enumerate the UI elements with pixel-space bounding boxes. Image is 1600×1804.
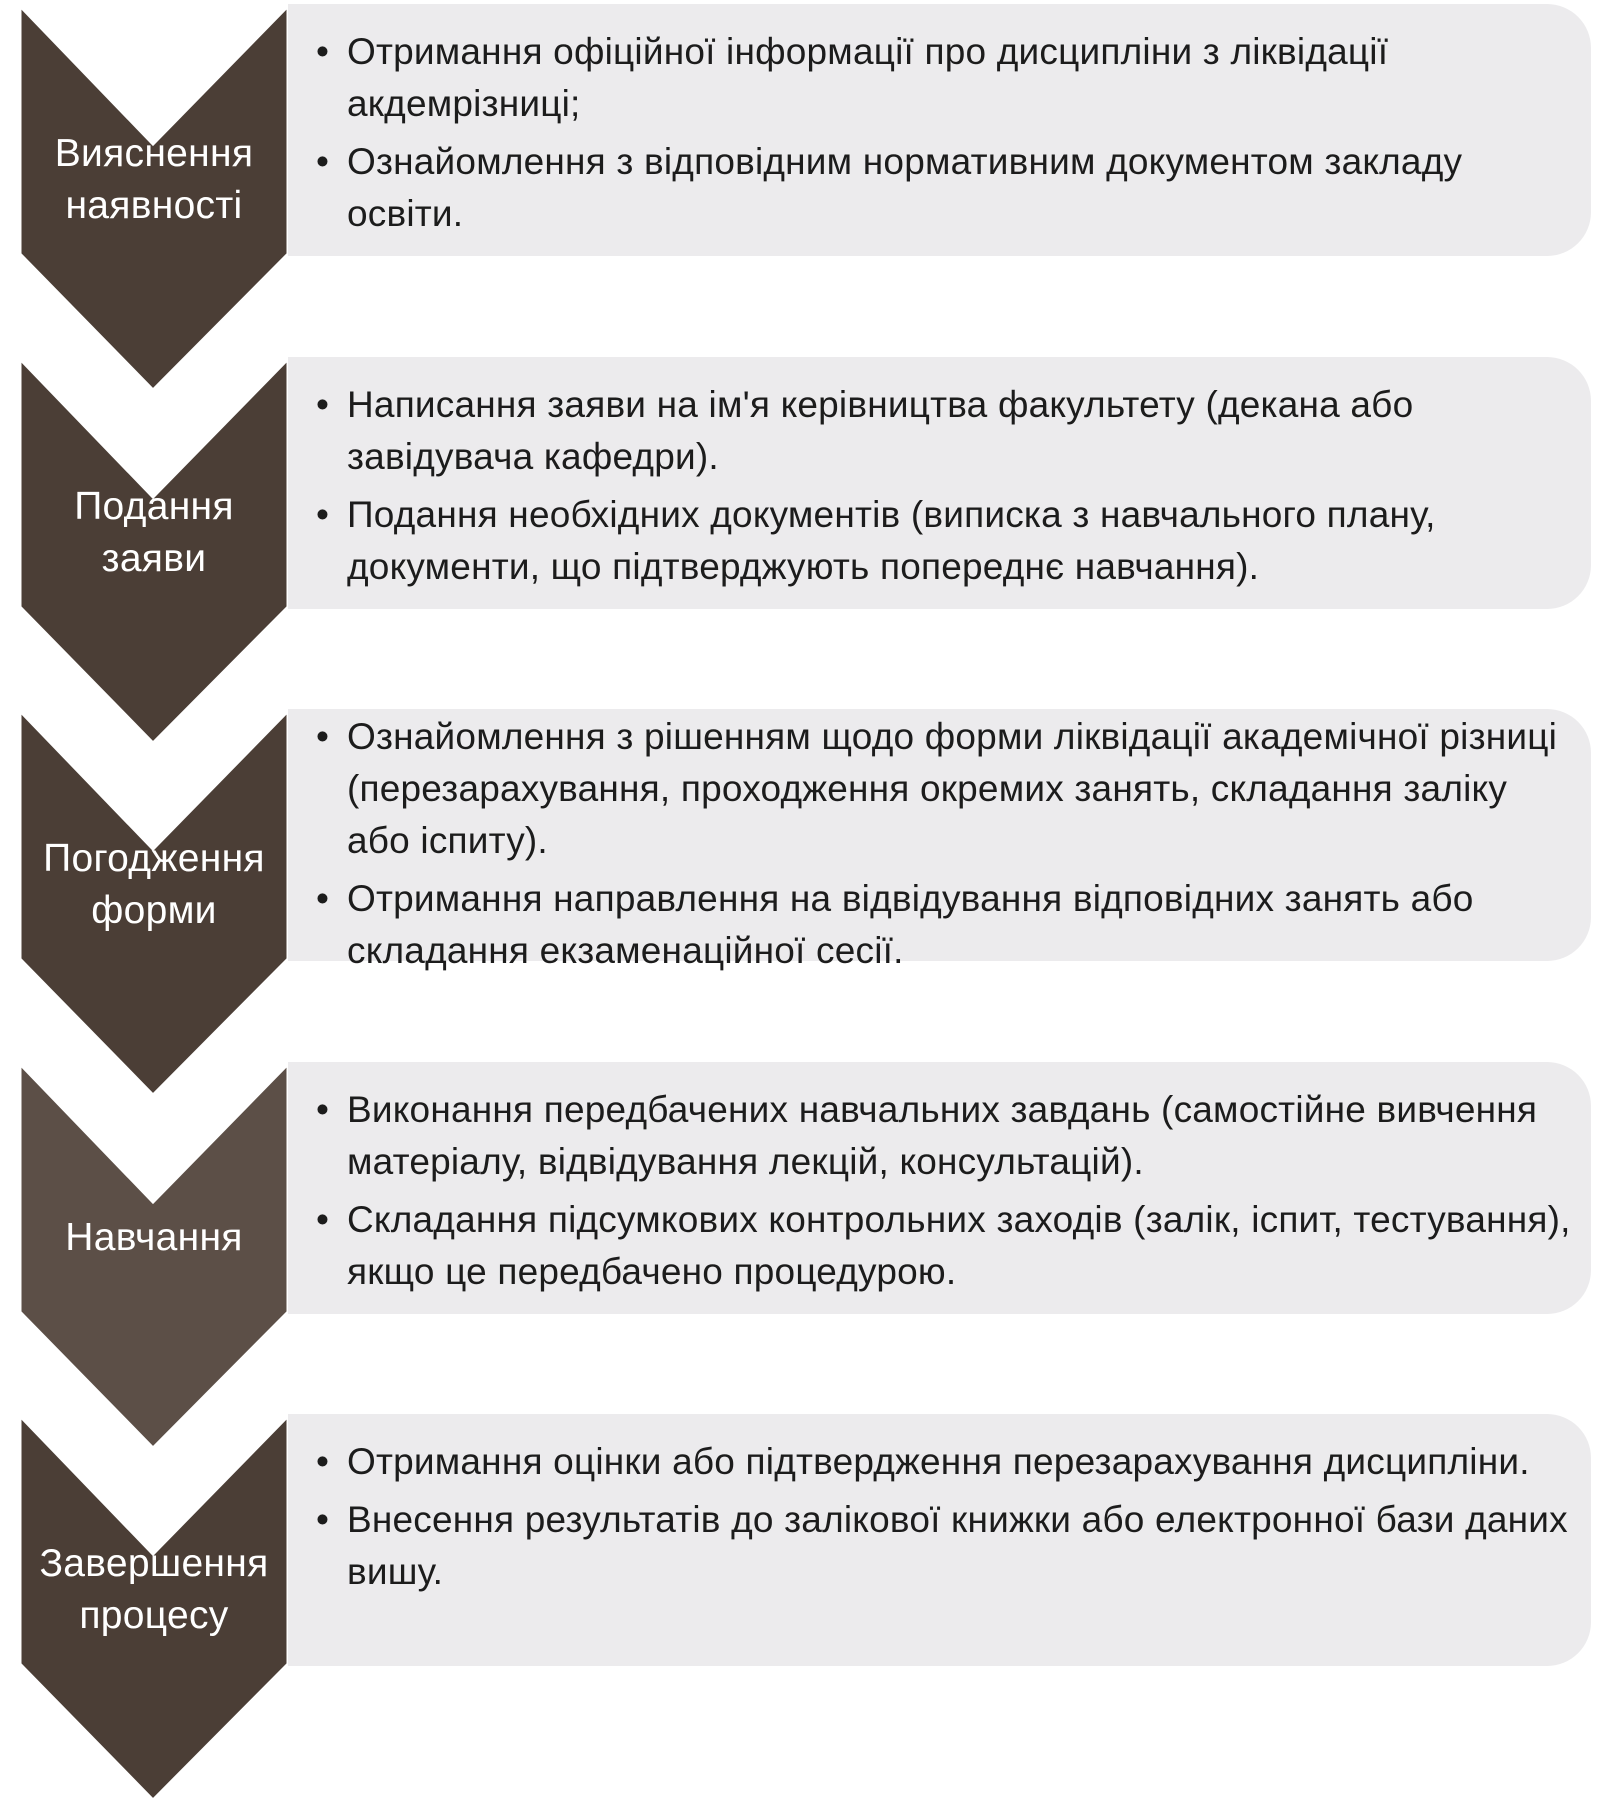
process-step-4 [0, 1062, 1600, 1452]
bullet-item [316, 1494, 1571, 1598]
bullet-item [316, 136, 1571, 240]
process-step-3 [0, 709, 1600, 1099]
bullet-item [316, 489, 1571, 593]
step-title: Подання заяви [74, 485, 234, 580]
step-title: Завершення процесу [39, 1542, 269, 1637]
process-step-1 [0, 4, 1600, 394]
step-4-chevron [18, 1062, 290, 1448]
bullet-list [316, 379, 1571, 593]
bullet-text: Подання необхідних документів (виписка з навчального плану, документи, що підтверджують попереднє навчання). [347, 494, 1436, 587]
bullet-text: Внесення результатів до залікової книжки або електронної бази даних вишу. [347, 1499, 1568, 1592]
step-3-details-card [288, 709, 1591, 971]
bullet-dot-icon: • [316, 716, 330, 757]
process-step-5 [0, 1414, 1600, 1804]
step-4-details-card [288, 1062, 1591, 1314]
step-2-details-card [288, 357, 1591, 609]
step-5-chevron [18, 1414, 290, 1800]
bullet-text: Написання заяви на ім'я керівництва факультету (декана або завідувача кафедри). [347, 384, 1414, 477]
bullet-dot-icon: • [316, 1199, 330, 1240]
bullet-list [316, 711, 1571, 977]
bullet-item [316, 1194, 1571, 1298]
step-5-details-card [288, 1414, 1591, 1666]
bullet-item [316, 873, 1571, 977]
step-title: Навчання [65, 1216, 243, 1259]
bullet-item [316, 711, 1571, 867]
bullet-list [316, 26, 1571, 240]
step-1-chevron [18, 4, 290, 390]
bullet-item [316, 1084, 1571, 1188]
bullet-dot-icon: • [316, 494, 330, 535]
bullet-text: Отримання оцінки або підтвердження перезарахування дисципліни. [347, 1441, 1530, 1482]
bullet-item [316, 379, 1571, 483]
bullet-text: Отримання направлення на відвідування відповідних занять або складання екзаменаційної сесії. [347, 878, 1474, 971]
bullet-text: Ознайомлення з рішенням щодо форми ліквідації академічної різниці (перезарахування, проходження окремих занять, складання заліку або іспиту). [347, 716, 1558, 861]
process-step-2 [0, 357, 1600, 747]
step-title: Вияснення наявності [54, 132, 254, 227]
step-3-chevron [18, 709, 290, 1095]
step-title: Погодження форми [43, 837, 265, 932]
bullet-text: Отримання офіційної інформації про дисципліни з ліквідації акдемрізниці; [347, 31, 1389, 124]
bullet-dot-icon: • [316, 1441, 330, 1482]
step-2-chevron [18, 357, 290, 743]
bullet-dot-icon: • [316, 141, 330, 182]
bullet-dot-icon: • [316, 384, 330, 425]
bullet-item [316, 1436, 1571, 1488]
bullet-dot-icon: • [316, 1089, 330, 1130]
bullet-list [316, 1084, 1571, 1298]
bullet-item [316, 26, 1571, 130]
bullet-list [316, 1436, 1571, 1598]
bullet-dot-icon: • [316, 31, 330, 72]
bullet-text: Виконання передбачених навчальних завдань (самостійне вивчення матеріалу, відвідування лекцій, консультацій). [347, 1089, 1538, 1182]
step-1-details-card [288, 4, 1591, 256]
bullet-text: Ознайомлення з відповідним нормативним документом закладу освіти. [347, 141, 1463, 234]
bullet-dot-icon: • [316, 1499, 330, 1540]
bullet-dot-icon: • [316, 878, 330, 919]
bullet-text: Складання підсумкових контрольних заходів (залік, іспит, тестування), якщо це передбачено процедурою. [347, 1199, 1571, 1292]
